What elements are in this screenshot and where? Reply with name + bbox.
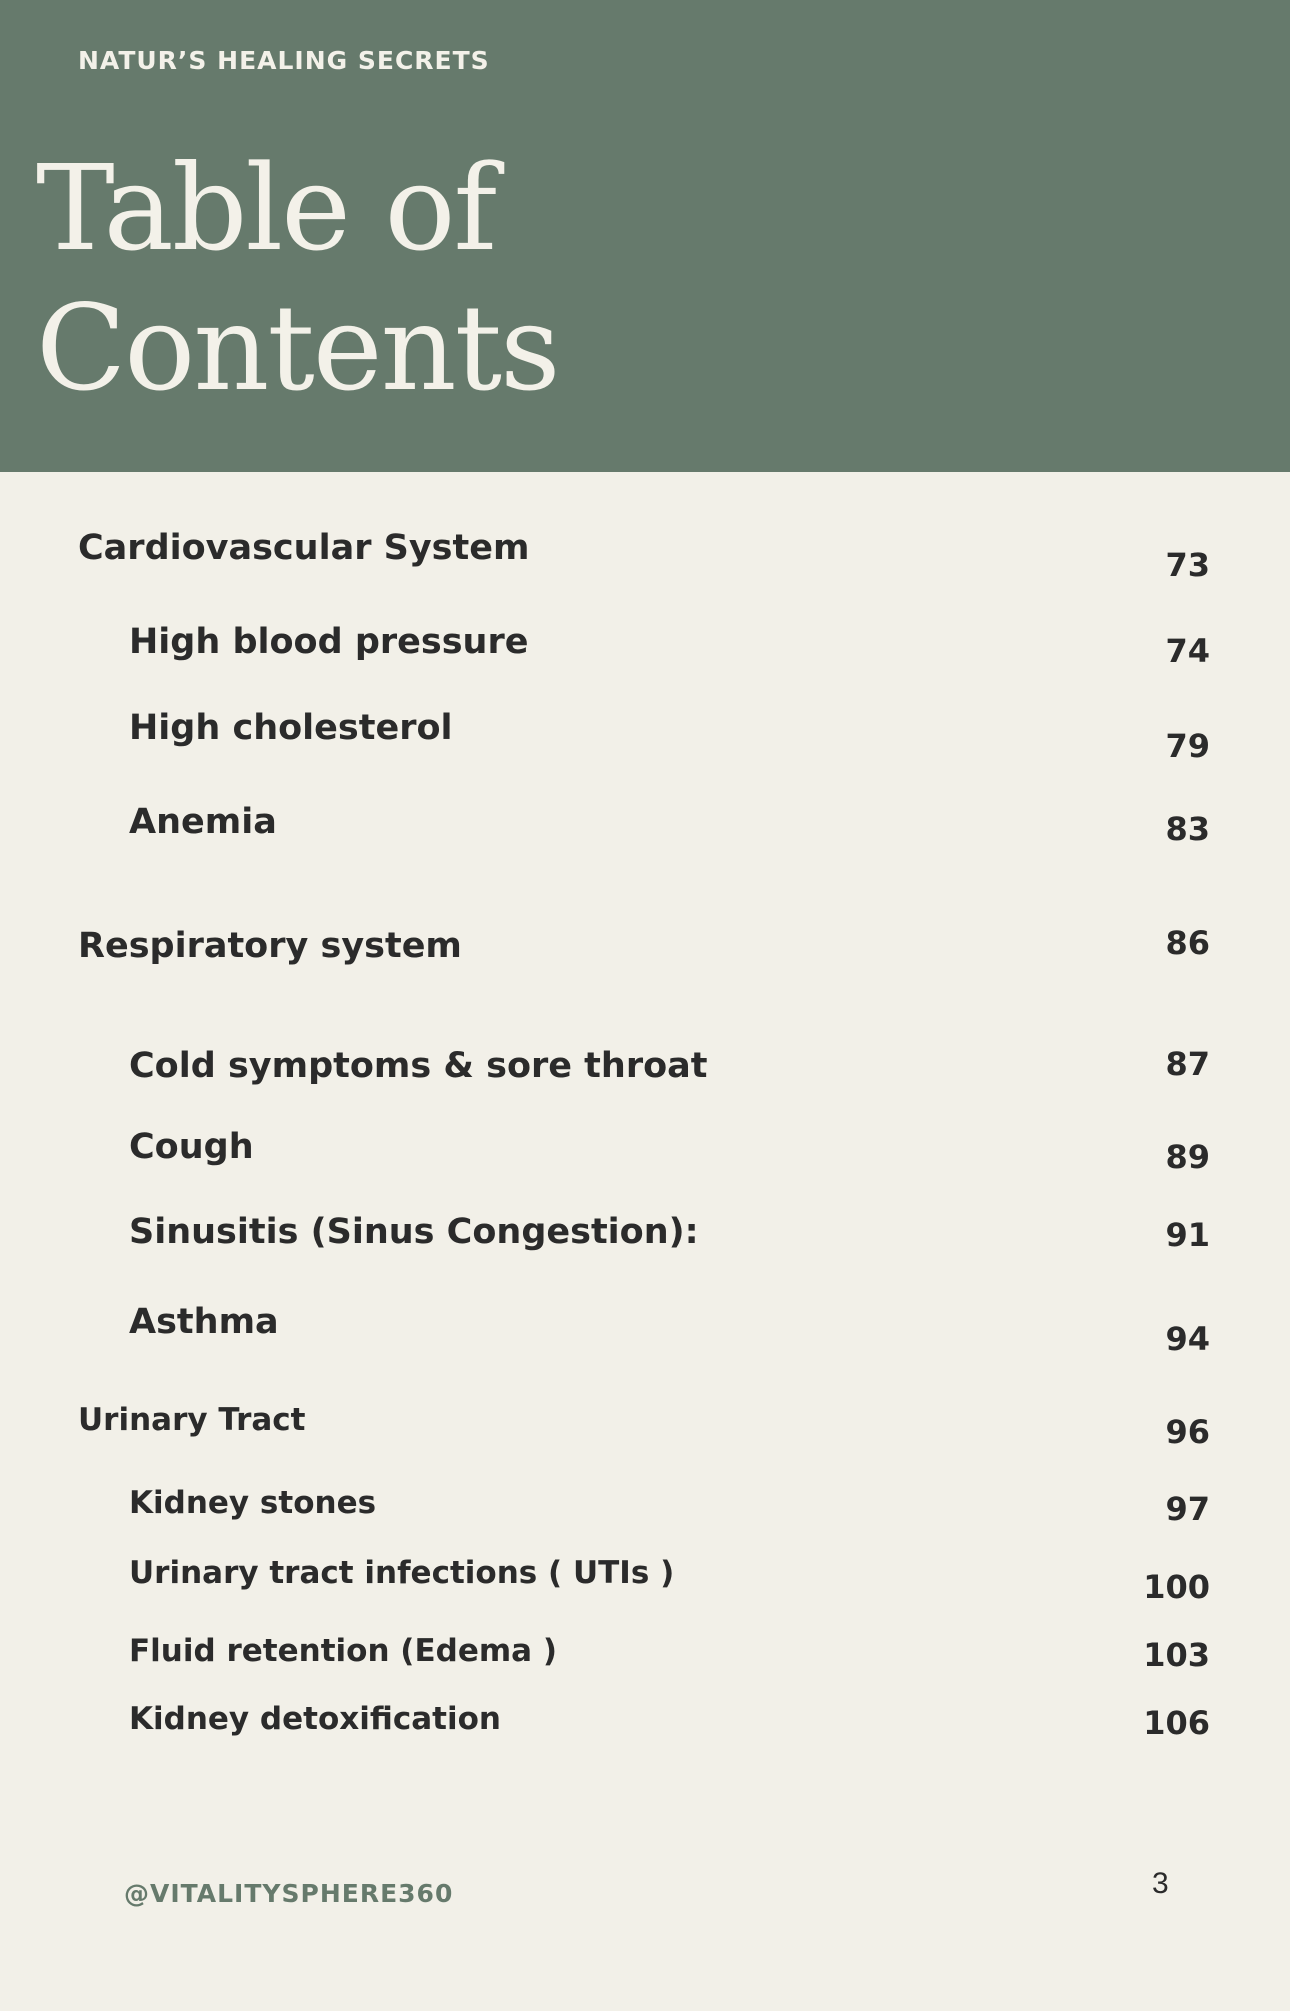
page-title-line-1: Table of bbox=[36, 139, 496, 277]
toc-page-number: 73 bbox=[1165, 546, 1210, 584]
toc-item-kidney-stones[interactable]: Kidney stones bbox=[129, 1485, 377, 1521]
toc-page-number: 97 bbox=[1165, 1490, 1210, 1528]
book-title: NATUR’S HEALING SECRETS bbox=[78, 46, 490, 75]
toc-item-cold-symptoms[interactable]: Cold symptoms & sore throat bbox=[129, 1046, 708, 1086]
toc-item-high-blood-pressure[interactable]: High blood pressure bbox=[129, 622, 529, 662]
toc-page-number: 79 bbox=[1165, 727, 1210, 765]
page-title bbox=[36, 138, 559, 418]
toc-page-number: 103 bbox=[1143, 1636, 1210, 1674]
toc-page-number: 91 bbox=[1165, 1216, 1210, 1254]
page-title-line-2: Contents bbox=[36, 279, 559, 417]
toc-page-number: 83 bbox=[1165, 810, 1210, 848]
toc-item-urinary-tract-infections[interactable]: Urinary tract infections ( UTIs ) bbox=[129, 1555, 675, 1591]
toc-section-respiratory[interactable]: Respiratory system bbox=[78, 926, 462, 966]
toc-page-number: 94 bbox=[1165, 1320, 1210, 1358]
toc-page-number: 86 bbox=[1165, 924, 1210, 962]
social-handle: @VITALITYSPHERE360 bbox=[124, 1879, 454, 1908]
page-number: 3 bbox=[1152, 1867, 1169, 1900]
toc-section-cardiovascular[interactable]: Cardiovascular System bbox=[78, 528, 530, 568]
toc-page-number: 96 bbox=[1165, 1413, 1210, 1451]
toc-item-cough[interactable]: Cough bbox=[129, 1127, 254, 1167]
toc-page-number: 106 bbox=[1143, 1704, 1210, 1742]
toc-section-urinary-tract[interactable]: Urinary Tract bbox=[78, 1402, 306, 1438]
toc-page-number: 100 bbox=[1143, 1568, 1210, 1606]
toc-item-anemia[interactable]: Anemia bbox=[129, 802, 277, 842]
header-banner bbox=[0, 0, 1290, 472]
toc-item-sinusitis[interactable]: Sinusitis (Sinus Congestion): bbox=[129, 1212, 699, 1252]
toc-page-number: 74 bbox=[1165, 632, 1210, 670]
toc-page-number: 89 bbox=[1165, 1138, 1210, 1176]
toc-item-high-cholesterol[interactable]: High cholesterol bbox=[129, 708, 453, 748]
toc-page-number: 87 bbox=[1165, 1045, 1210, 1083]
toc-item-kidney-detoxification[interactable]: Kidney detoxification bbox=[129, 1701, 501, 1737]
toc-item-asthma[interactable]: Asthma bbox=[129, 1302, 279, 1342]
toc-item-fluid-retention[interactable]: Fluid retention (Edema ) bbox=[129, 1633, 558, 1669]
